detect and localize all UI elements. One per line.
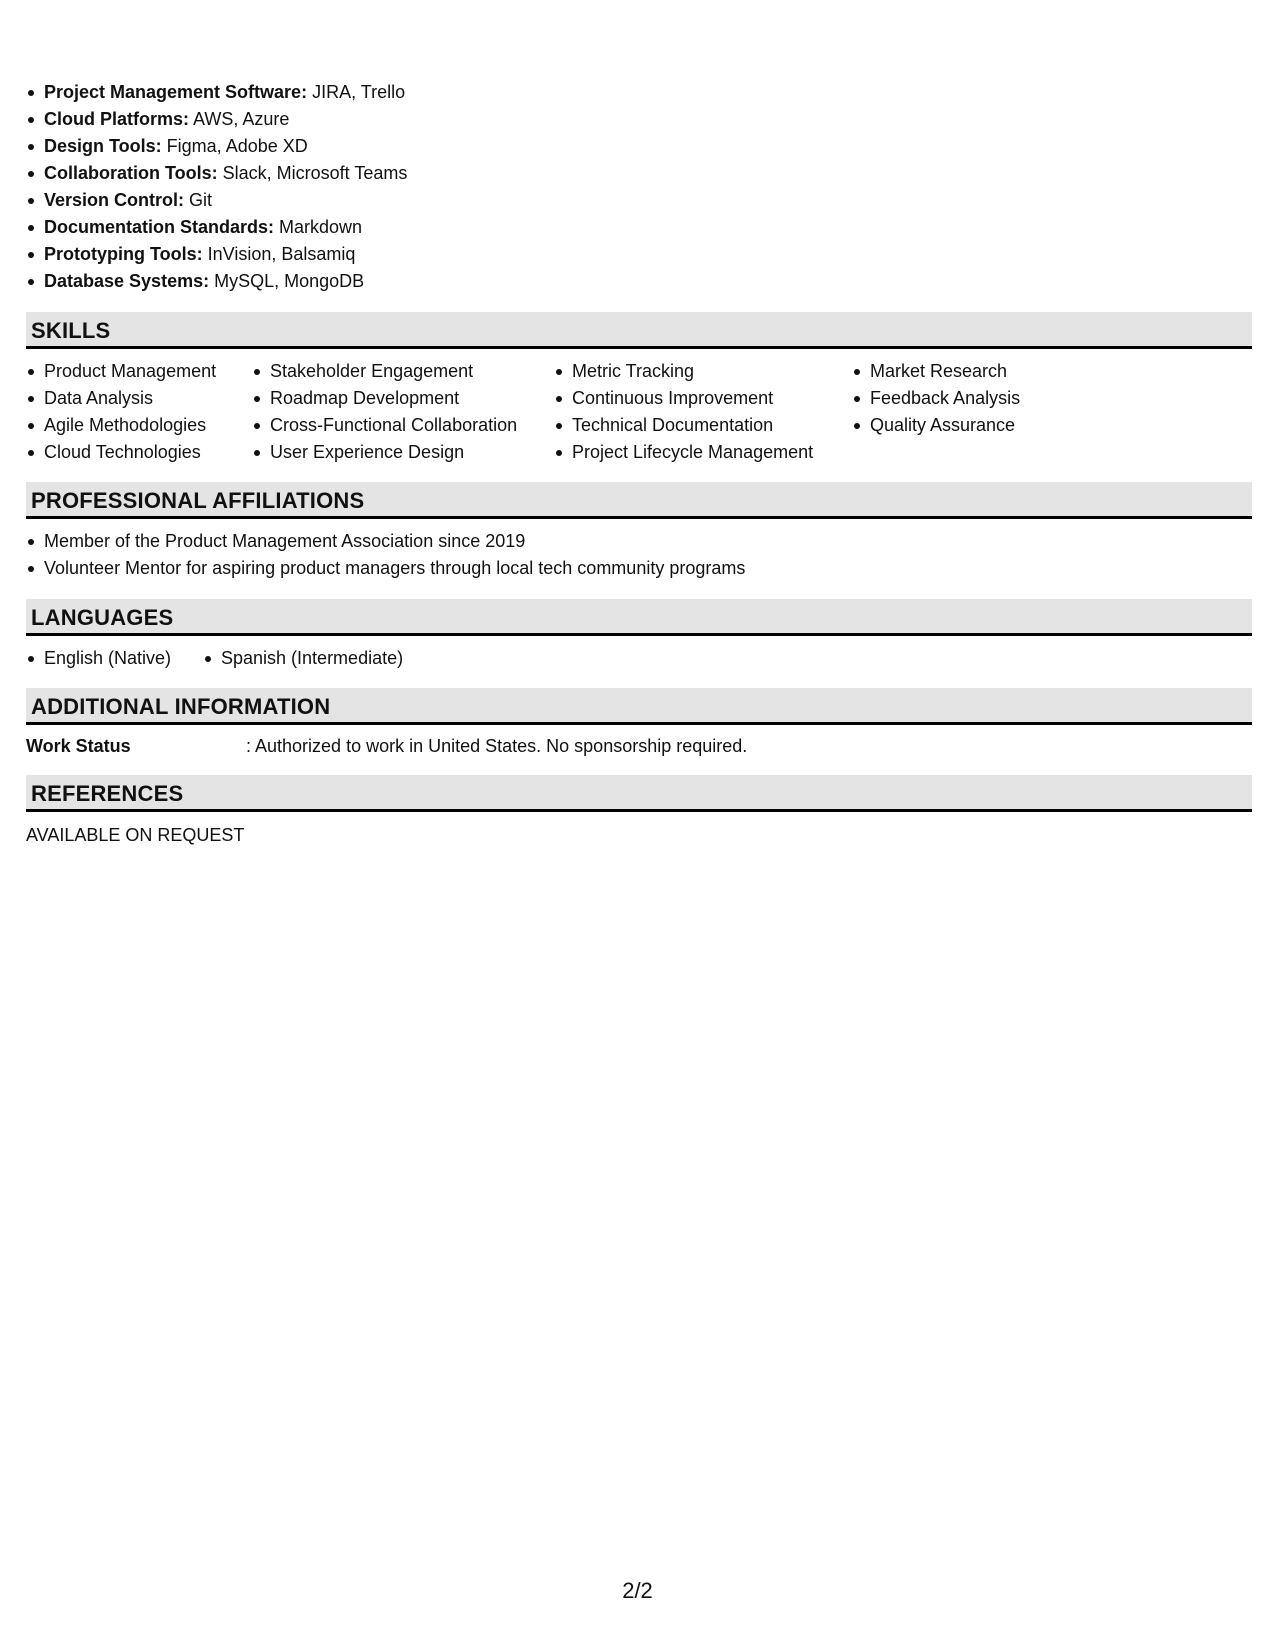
tool-label: Design Tools: [44,136,162,156]
tool-value: AWS, Azure [189,109,290,129]
skill-item: Data Analysis [26,385,216,412]
tool-item [26,214,407,241]
work-status-label: Work Status [26,736,131,756]
section-title: SKILLS [31,318,111,343]
tool-value: JIRA, Trello [307,82,406,102]
skill-item: Cross-Functional Collaboration [252,412,517,439]
language-item: Spanish (Intermediate) [203,645,403,672]
skill-item: Continuous Improvement [554,385,813,412]
tool-item [26,241,407,268]
tool-value: InVision, Balsamiq [202,244,356,264]
skill-item: Technical Documentation [554,412,813,439]
tools-list [26,79,407,295]
affiliations-section-header [26,482,1252,519]
skills-column [852,358,1020,439]
references-text: AVAILABLE ON REQUEST [26,825,245,845]
tool-item [26,106,407,133]
tool-label: Documentation Standards: [44,217,275,237]
tool-label: Project Management Software: [44,82,308,102]
skills-column [554,358,813,466]
tool-label: Prototyping Tools: [44,244,203,264]
work-status-value: : Authorized to work in United States. No sponsorship required. [246,736,748,756]
additional-info-section-header [26,688,1252,725]
tool-label: Cloud Platforms: [44,109,190,129]
affiliation-item: Member of the Product Management Association since 2019 [26,528,745,555]
skill-item: Stakeholder Engagement [252,358,517,385]
tool-value: Slack, Microsoft Teams [217,163,408,183]
tool-item [26,79,407,106]
skills-column [26,358,216,466]
tool-label: Database Systems: [44,271,210,291]
skill-item: Project Lifecycle Management [554,439,813,466]
tool-label: Collaboration Tools: [44,163,218,183]
tool-label: Version Control: [44,190,185,210]
tool-value: MySQL, MongoDB [209,271,365,291]
affiliation-item: Volunteer Mentor for aspiring product managers through local tech community programs [26,555,745,582]
skills-section-header [26,312,1252,349]
tool-item [26,268,407,295]
tool-value: Markdown [274,217,363,237]
section-title: PROFESSIONAL AFFILIATIONS [31,488,365,513]
tool-value: Figma, Adobe XD [161,136,308,156]
skill-item: Product Management [26,358,216,385]
skill-item: Quality Assurance [852,412,1020,439]
affiliations-list [26,528,745,582]
skill-item: Agile Methodologies [26,412,216,439]
tool-item [26,160,407,187]
section-title: ADDITIONAL INFORMATION [31,694,331,719]
language-item: English (Native) [26,645,171,672]
tool-item [26,133,407,160]
references-section-header [26,775,1252,812]
skill-item: Metric Tracking [554,358,813,385]
skill-item: Feedback Analysis [852,385,1020,412]
tool-value: Git [184,190,213,210]
skill-item: Roadmap Development [252,385,517,412]
skills-column [252,358,517,466]
page-number: 2/2 [622,1578,653,1603]
skill-item: Cloud Technologies [26,439,216,466]
skill-item: User Experience Design [252,439,517,466]
tool-item [26,187,407,214]
section-title: REFERENCES [31,781,184,806]
languages-section-header [26,599,1252,636]
skill-item: Market Research [852,358,1020,385]
section-title: LANGUAGES [31,605,174,630]
